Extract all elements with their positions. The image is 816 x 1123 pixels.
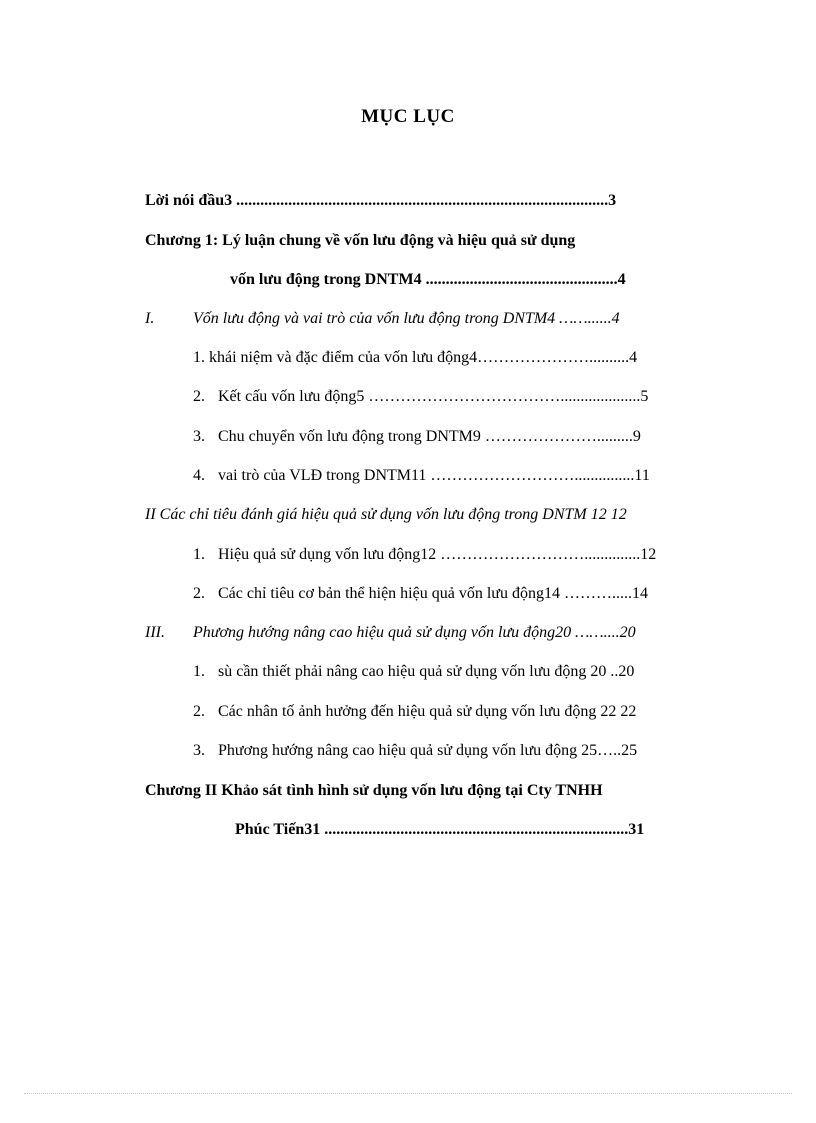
- toc-entry-chuong-1-cont[interactable]: vốn lưu động trong DNTM4 ................................................4: [230, 271, 626, 288]
- toc-text: Kết cấu vốn lưu động5 ………………………………....................5: [218, 388, 649, 405]
- toc-number: 2.: [193, 585, 205, 602]
- page-bottom-rule: [24, 1093, 792, 1094]
- toc-number: 3.: [193, 742, 205, 759]
- toc-text: vai trò của VLĐ trong DNTM11 ………………………...............11: [218, 467, 650, 484]
- toc-entry-I-3[interactable]: [193, 427, 641, 447]
- toc-entry-I-2[interactable]: [193, 387, 648, 407]
- toc-text: Hiệu quả sử dụng vốn lưu động12 ………………………..............12: [218, 546, 657, 563]
- toc-text: Chu chuyển vốn lưu động trong DNTM9 ………………….........9: [218, 428, 641, 445]
- toc-entry-section-II[interactable]: II Các chỉ tiêu đánh giá hiệu quả sử dụng vốn lưu động trong DNTM 12 12: [145, 506, 627, 523]
- toc-text: Phương hướng nâng cao hiệu quả sử dụng vốn lưu động 25…..25: [218, 742, 638, 759]
- toc-entry-II-1[interactable]: [193, 545, 656, 565]
- toc-text: Các chỉ tiêu cơ bản thể hiện hiệu quả vốn lưu động14 ……….....14: [218, 585, 648, 602]
- toc-number: 2.: [193, 703, 205, 720]
- toc-entry-section-I[interactable]: [145, 309, 620, 329]
- toc-title: MỤC LỤC: [361, 106, 455, 127]
- toc-text: sù cần thiết phải nâng cao hiệu quả sử dụng vốn lưu động 20 ..20: [218, 663, 635, 680]
- toc-text: Các nhân tố ảnh hưởng đến hiệu quả sử dụng vốn lưu động 22 22: [218, 703, 637, 720]
- toc-entry-chuong-2[interactable]: Chương II Khảo sát tình hình sử dụng vốn lưu động tại Cty TNHH: [145, 782, 603, 799]
- toc-number: 1.: [193, 663, 205, 680]
- toc-entry-III-2[interactable]: [193, 702, 636, 722]
- toc-text: Vốn lưu động và vai trò của vốn lưu động trong DNTM4 ……......4: [193, 310, 620, 327]
- toc-number: 1.: [193, 546, 205, 563]
- toc-text: Phương hướng nâng cao hiệu quả sử dụng vốn lưu động20 ……....20: [193, 624, 636, 641]
- toc-number: III.: [145, 624, 165, 641]
- toc-number: 4.: [193, 467, 205, 484]
- toc-number: I.: [145, 310, 155, 327]
- toc-number: 2.: [193, 388, 205, 405]
- toc-number: 3.: [193, 428, 205, 445]
- toc-entry-II-2[interactable]: [193, 584, 648, 604]
- toc-entry-loi-noi-dau[interactable]: Lời nói đầu3 .............................................................................................3: [145, 192, 617, 209]
- toc-entry-III-3[interactable]: [193, 741, 637, 761]
- toc-entry-I-1[interactable]: 1. khái niệm và đặc điểm của vốn lưu động4…………………..........4: [193, 349, 638, 366]
- toc-entry-I-4[interactable]: [193, 466, 650, 486]
- toc-entry-III-1[interactable]: [193, 662, 634, 682]
- toc-entry-chuong-1[interactable]: Chương 1: Lý luận chung về vốn lưu động và hiệu quả sử dụng: [145, 232, 576, 249]
- toc-entry-section-III[interactable]: [145, 623, 636, 643]
- toc-entry-chuong-2-cont[interactable]: Phúc Tiến31 ............................................................................31: [235, 821, 645, 838]
